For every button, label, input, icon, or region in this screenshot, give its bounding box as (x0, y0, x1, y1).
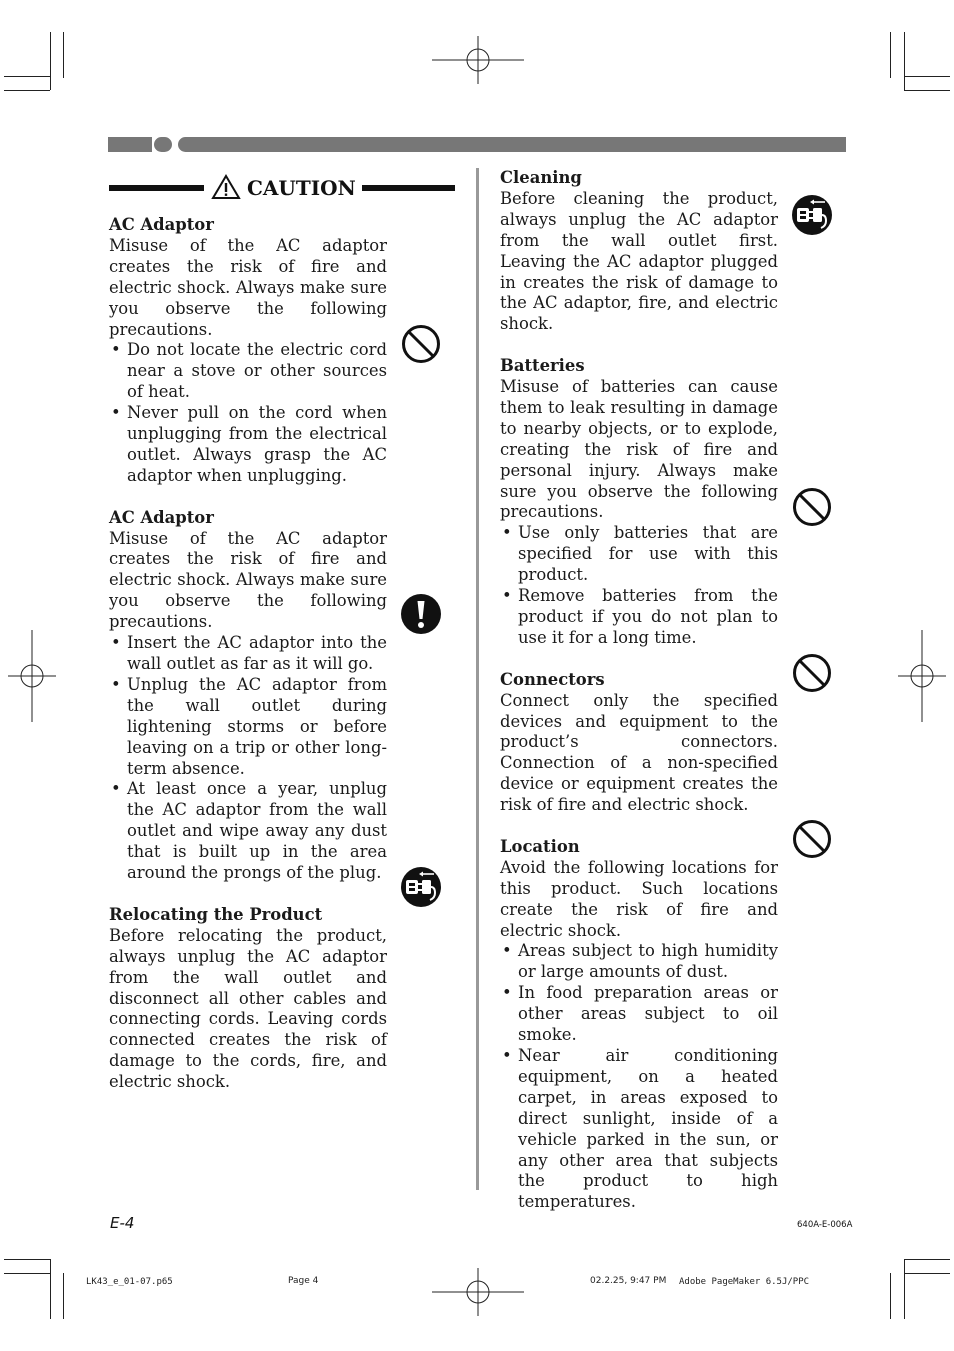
crop-mark (4, 90, 50, 91)
list-item: • Do not locate the electric cord near a stove or other sources of heat. (109, 340, 387, 403)
registration-mark-right (898, 630, 946, 722)
section-heading: Batteries (500, 356, 585, 376)
section-heading: Location (500, 836, 580, 856)
crop-mark (50, 32, 51, 90)
caution-title: CAUTION (247, 176, 356, 200)
unplug-icon (792, 195, 832, 235)
warning-triangle-icon (211, 174, 241, 200)
section-intro: Misuse of the AC adaptor creates the risk of fire and electric shock. Always make sure you observe the following precautions. (109, 235, 387, 339)
crop-mark (904, 1259, 905, 1319)
bullet-list (500, 941, 778, 1213)
section-heading: Cleaning (500, 168, 582, 187)
crop-mark (63, 1273, 64, 1319)
prohibition-icon (401, 324, 441, 364)
crop-mark (4, 1259, 50, 1260)
list-item: • Use only batteries that are specified for use with this product. (500, 523, 778, 586)
crop-mark (890, 32, 891, 78)
section-cleaning (500, 168, 778, 335)
caution-rule-left (109, 185, 204, 191)
section-ac-adaptor-2 (109, 508, 387, 884)
slug-page: Page 4 (288, 1276, 319, 1286)
slug-app: Adobe PageMaker 6.5J/PPC (679, 1277, 810, 1287)
doc-code: 640A-E-006A (797, 1220, 853, 1230)
page-number: E-4 (110, 1214, 135, 1232)
column-divider (476, 168, 479, 1190)
list-item: • Remove batteries from the product if you do not plan to use it for a long time. (500, 586, 778, 649)
list-item: • Never pull on the cord when unplugging from the electrical outlet. Always grasp the AC adaptor when unplugging. (109, 403, 387, 487)
crop-mark (63, 32, 64, 78)
list-item: • Unplug the AC adaptor from the wall outlet during lightening storms or before leaving on a trip or other long-term absence. (109, 675, 387, 780)
registration-mark-left (8, 630, 56, 722)
bullet-list (500, 523, 778, 648)
section-heading: AC Adaptor (109, 215, 214, 234)
crop-mark (50, 1259, 51, 1319)
section-batteries (500, 356, 778, 649)
section-body: Before cleaning the product, always unplug the AC adaptor from the wall outlet first. Leaving the AC adaptor plugged in creates the risk of damage to the AC adaptor, fire, and electric shock. (500, 188, 778, 334)
right-column (500, 168, 778, 1213)
left-column (109, 215, 387, 1093)
crop-mark (904, 1273, 950, 1274)
registration-mark-bottom (432, 1268, 524, 1316)
crop-mark (904, 1259, 950, 1260)
prohibition-icon (792, 653, 832, 693)
section-heading: Relocating the Product (109, 904, 323, 924)
list-item: • In food preparation areas or other areas subject to oil smoke. (500, 983, 778, 1046)
section-heading: Connectors (500, 669, 605, 689)
section-intro: Avoid the following locations for this product. Such locations create the risk of fire and electric shock. (500, 857, 778, 940)
caution-rule-right (362, 185, 455, 191)
section-connectors (500, 670, 778, 816)
section-intro: Misuse of the AC adaptor creates the risk of fire and electric shock. Always make sure you observe the following precautions. (109, 528, 387, 632)
crop-mark (890, 1273, 891, 1319)
section-body: Connect only the specified devices and equipment to the product’s connectors. Connection of a non-specified device or equipment creates the risk of fire and electric shock. (500, 690, 778, 815)
registration-mark-top (432, 36, 524, 84)
section-body: Before relocating the product, always unplug the AC adaptor from the wall outlet and disconnect all other cables and connecting cords. Leaving cords connected creates the risk of damage to the cords, fire, and electric shock. (109, 925, 387, 1092)
slug-file: LK43_e_01-07.p65 (86, 1277, 173, 1287)
list-item: • At least once a year, unplug the AC adaptor from the wall outlet and wipe away any dust that is built up in the area around the prongs of the plug. (109, 779, 387, 884)
crop-mark (4, 1273, 50, 1274)
prohibition-icon (792, 819, 832, 859)
prohibition-icon (792, 487, 832, 527)
crop-mark (904, 32, 905, 90)
bullet-list (109, 633, 387, 884)
section-intro: Misuse of batteries can cause them to leak resulting in damage to nearby objects, or to explode, creating the risk of fire and personal injury. Always make sure you observe the following precautions. (500, 377, 778, 522)
bullet-list (109, 340, 387, 486)
header-bar (106, 136, 846, 154)
unplug-icon (401, 867, 441, 907)
section-relocating (109, 905, 387, 1093)
section-location (500, 837, 778, 1213)
crop-mark (904, 76, 950, 77)
section-ac-adaptor-1 (109, 215, 387, 487)
crop-mark (904, 90, 950, 91)
list-item: • Insert the AC adaptor into the wall outlet as far as it will go. (109, 633, 387, 675)
section-heading: AC Adaptor (109, 507, 214, 527)
exclamation-icon (401, 594, 441, 634)
list-item: • Areas subject to high humidity or large amounts of dust. (500, 941, 778, 983)
list-item: • Near air conditioning equipment, on a heated carpet, in areas exposed to direct sunlight, inside of a vehicle parked in the sun, or any other area that subjects the product to high temperatures. (500, 1046, 778, 1213)
slug-datetime: 02.2.25, 9:47 PM (590, 1276, 667, 1286)
crop-mark (4, 76, 50, 77)
